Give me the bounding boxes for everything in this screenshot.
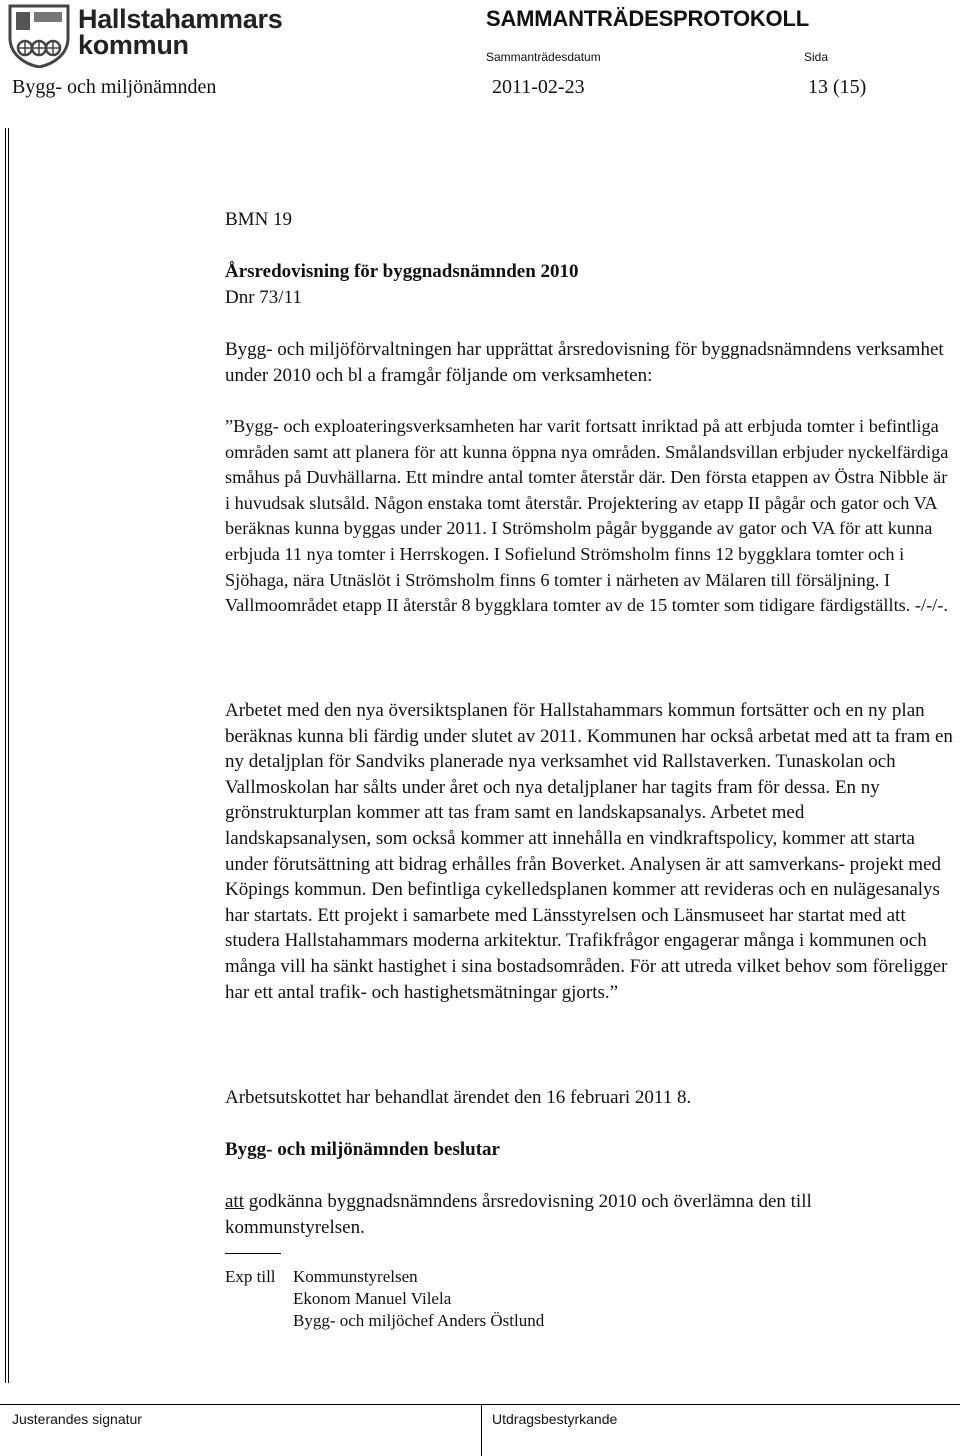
left-margin-line — [5, 128, 6, 1383]
left-margin-line-2 — [8, 128, 9, 1383]
intro-text: Bygg- och miljöförvaltningen har upprättat årsredovisning för byggnadsnämndens verksamhet under 2010 och bl a framgår följande om verksamheten: — [225, 339, 944, 386]
meeting-date: 2011-02-23 — [492, 76, 585, 98]
quote-paragraph — [225, 414, 953, 619]
exp-recipient: Bygg- och miljöchef Anders Östlund — [293, 1311, 545, 1330]
page-label: Sida — [804, 50, 829, 64]
org-name-line1: Hallstahammars — [78, 4, 283, 34]
decision-paragraph — [225, 1189, 953, 1240]
au-note: Arbetsutskottet har behandlat ärendet den 16 februari 2011 8. — [225, 1087, 692, 1108]
page-number: 13 (15) — [808, 76, 867, 98]
org-name-line2: kommun — [78, 30, 189, 60]
distribution-row — [225, 1266, 544, 1288]
intro-paragraph — [225, 337, 953, 388]
coat-of-arms-icon — [8, 4, 70, 68]
decision-body: godkänna byggnadsnämndens årsredovisning 2010 och överlämna den till kommunstyrelsen. — [225, 1191, 812, 1238]
document-type: SAMMANTRÄDESPROTOKOLL — [486, 6, 809, 31]
body-paragraph — [225, 698, 953, 1005]
case-title: Årsredovisning för byggnadsnämnden 2010 — [225, 261, 579, 282]
committee-name: Bygg- och miljönämnden — [12, 76, 217, 98]
distribution-row — [225, 1288, 544, 1310]
diary-number: Dnr 73/11 — [225, 287, 302, 308]
decision-text — [225, 1189, 953, 1240]
exp-label: Exp till — [225, 1267, 276, 1286]
signature-label: Justerandes signatur — [12, 1411, 142, 1427]
decision-heading: Bygg- och miljönämnden beslutar — [225, 1139, 500, 1160]
quote-text: ”Bygg- och exploateringsverksamheten har varit fortsatt inriktad på att erbjuda tomter i befintliga områden samt att planera för att kunna öppna nya områden. Smålandsvillan erbjuder nyckelfärdiga småhus på Duvhällarna. Ett mindre antal tomter återstår där. Den första etappen av Östra Nibble är i huvudsak slutsåld. Någon enstaka tomt återstår. Projektering av etapp II pågår och gator och VA beräknas kunna byggas under 2011. I Strömsholm pågår byggande av gator och VA för att kunna erbjuda 11 nya tomter i Herrskogen. I Sofielund Strömsholm finns 12 byggklara tomter och i Sjöhaga, nära Utnäslöt i Strömsholm finns 6 tomter i närheten av Mälaren till försäljning. I Vallmoområdet etapp II återstår 8 byggklara tomter av de 15 tomter som tidigare färdigställts. -/-/-. — [225, 416, 949, 616]
exp-separator — [225, 1253, 281, 1254]
municipality-logo — [8, 4, 70, 68]
distribution-list — [225, 1266, 544, 1332]
case-number: BMN 19 — [225, 209, 293, 230]
exp-recipient: Ekonom Manuel Vilela — [293, 1289, 452, 1308]
certification-label: Utdragsbestyrkande — [492, 1411, 618, 1427]
decision-att: att — [225, 1191, 244, 1212]
exp-recipient: Kommunstyrelsen — [293, 1267, 418, 1286]
distribution-row — [225, 1310, 544, 1332]
date-label: Sammanträdesdatum — [486, 50, 601, 64]
body-text: Arbetet med den nya översiktsplanen för Hallstahammars kommun fortsätter och en ny plan beräknas kunna bli färdig under slutet av 2011. Kommunen har också arbetat med att ta fram en ny detaljplan för Sandviks planerade nya verksamhet vid Rallstaverken. Tunaskolan och Vallmoskolan har sålts under året och nya detaljplaner har tagits fram för dessa. En ny grönstrukturplan kommer att tas fram samt en landskapsanalys. Arbetet med landskapsanalysen, som också kommer att innehålla en vindkraftspolicy, kommer att starta under förutsättning att bidrag erhålles från Boverket. Analysen är att samverkans- projekt med Köpings kommun. Den befintliga cykelledsplanen kommer att revideras och en nulägesanalys har startats. Ett projekt i samarbete med Länsstyrelsen och Länsmuseet har startat med att studera Hallstahammars moderna arkitektur. Trafikfrågor engagerar många i kommunen och många vill ha sänkt hastighet i sina bostadsområden. För att utreda vilket behov som föreligger har ett antal trafik- och hastighetsmätningar gjorts.” — [225, 700, 953, 1003]
footer-column-divider — [481, 1404, 482, 1456]
footer-divider — [0, 1404, 960, 1405]
